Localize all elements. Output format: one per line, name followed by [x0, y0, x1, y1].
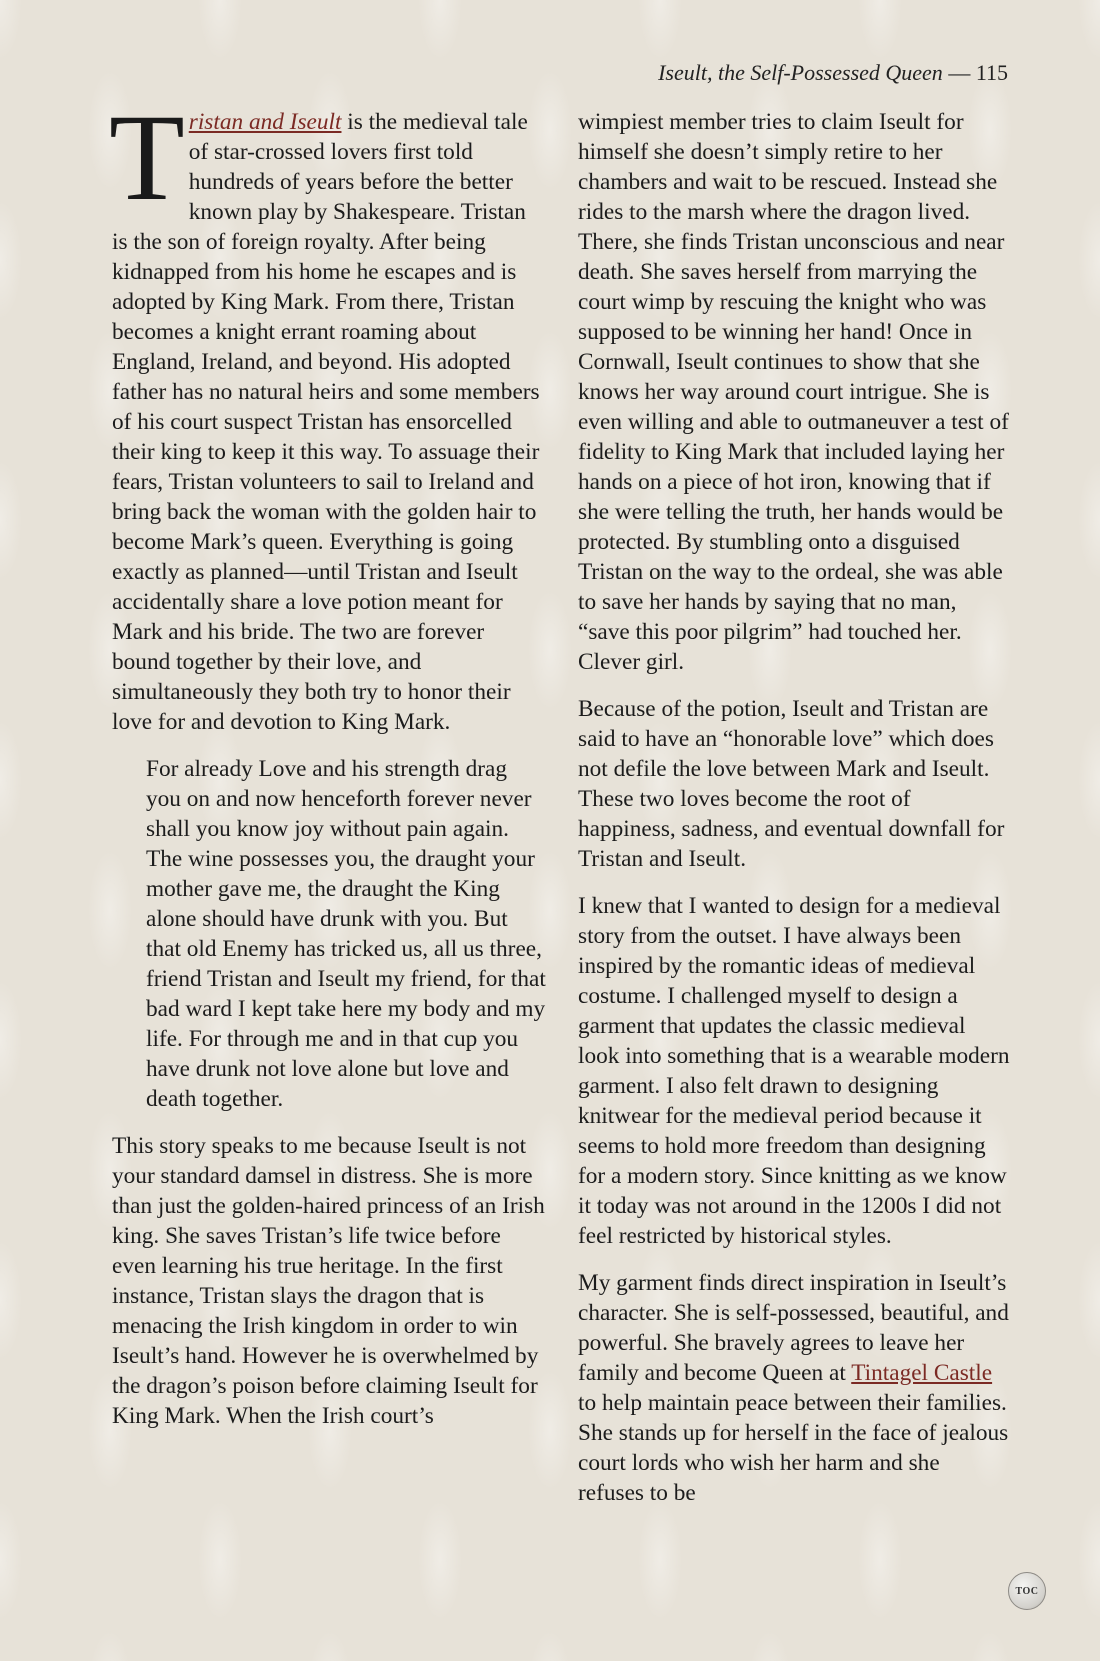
left-column: [109, 89, 546, 1448]
chapter-title: Iseult, the Self-Possessed Queen: [658, 60, 943, 85]
block-quote: For already Love and his strength drag you on and now henceforth forever never shall you know joy without pain again. The wine possesses you, the draught your mother gave me, the draught the King alone should have drunk with you. But that old Enemy has tricked us, all us three, friend Tristan and Iseult my friend, for that bad ward I kept take here my body and my life. For through me and in that cup you have drunk not love alone but love and death together.: [146, 756, 546, 1112]
toc-button[interactable]: [1008, 1572, 1046, 1610]
design-paragraph: I knew that I wanted to design for a medieval story from the outset. I have always been inspired by the romantic ideas of medieval costume. I challenged myself to design a garment that updates the classic medieval look into something that is a wearable modern garment. I also felt drawn to designing knitwear for the medieval period because it seems to hold more freedom than designing for a modern story. Since knitting as we know it today was not around in the 1200s I did not feel restricted by historical styles.: [578, 893, 1010, 1249]
continued-paragraph: wimpiest member tries to claim Iseult for himself she doesn’t simply retire to her chambers and wait to be rescued. Instead she rides to the marsh where the dragon lived. There, she finds Tristan unconscious and near death. She saves herself from marrying the court wimp by rescuing the knight who was supposed to be winning her hand! Once in Cornwall, Iseult continues to show that she knows her way around court intrigue. She is even willing and able to outmaneuver a test of fidelity to King Mark that included laying her hands on a piece of hot iron, knowing that if she were telling the truth, her hands would be protected. By stumbling onto a disguised Tristan on the way to the ordeal, she was able to save her hands by saying that no man, “save this poor pilgrim” had touched her. Clever girl.: [578, 109, 1009, 675]
drop-cap: T: [109, 89, 185, 226]
header-separator: —: [942, 60, 976, 85]
intro-paragraph: [109, 89, 546, 737]
right-column: [578, 107, 1010, 1525]
inspiration-paragraph: [578, 1268, 1010, 1508]
running-head: [658, 60, 1008, 86]
inspiration-text-before: My garment finds direct inspiration in Iseult’s character. She is self-possessed, beautiful, and powerful. She bravely agrees to leave her family and become Queen at: [578, 1270, 1009, 1386]
inspiration-text-after: to help maintain peace between their families. She stands up for herself in the face of jealous court lords who wish her harm and she refuses to be: [578, 1390, 1009, 1506]
tristan-and-iseult-link[interactable]: ristan and Iseult: [188, 109, 342, 135]
page-number: 115: [975, 60, 1008, 85]
tintagel-castle-link[interactable]: Tintagel Castle: [851, 1360, 993, 1386]
intro-paragraph-text: is the medieval tale of star-crossed lovers first told hundreds of years before the better known play by Shakespeare. Tristan is the son of foreign royalty. After being kidnapped from his home he escapes and is adopted by King Mark. From there, Tristan becomes a knight errant roaming about England, Ireland, and beyond. His adopted father has no natural heirs and some members of his court suspect Tristan has ensorcelled their king to keep it this way. To assuage their fears, Tristan volunteers to sail to Ireland and bring back the woman with the golden hair to become Mark’s queen. Everything is going exactly as planned—until Tristan and Iseult accidentally share a love potion meant for Mark and his bride. The two are forever bound together by their love, and simultaneously they both try to honor their love for and devotion to King Mark.: [112, 109, 540, 735]
story-paragraph: This story speaks to me because Iseult is not your standard damsel in distress. She is more than just the golden-haired princess of an Irish king. She saves Tristan’s life twice before even learning his true heritage. In the first instance, Tristan slays the dragon that is menacing the Irish kingdom in order to win Iseult’s hand. However he is overwhelmed by the dragon’s poison before claiming Iseult for King Mark. When the Irish court’s: [112, 1133, 545, 1429]
toc-label: TOC: [1015, 1585, 1039, 1597]
potion-paragraph: Because of the potion, Iseult and Tristan are said to have an “honorable love” which does not defile the love between Mark and Iseult. These two loves become the root of happiness, sadness, and eventual downfall for Tristan and Iseult.: [578, 696, 1005, 872]
